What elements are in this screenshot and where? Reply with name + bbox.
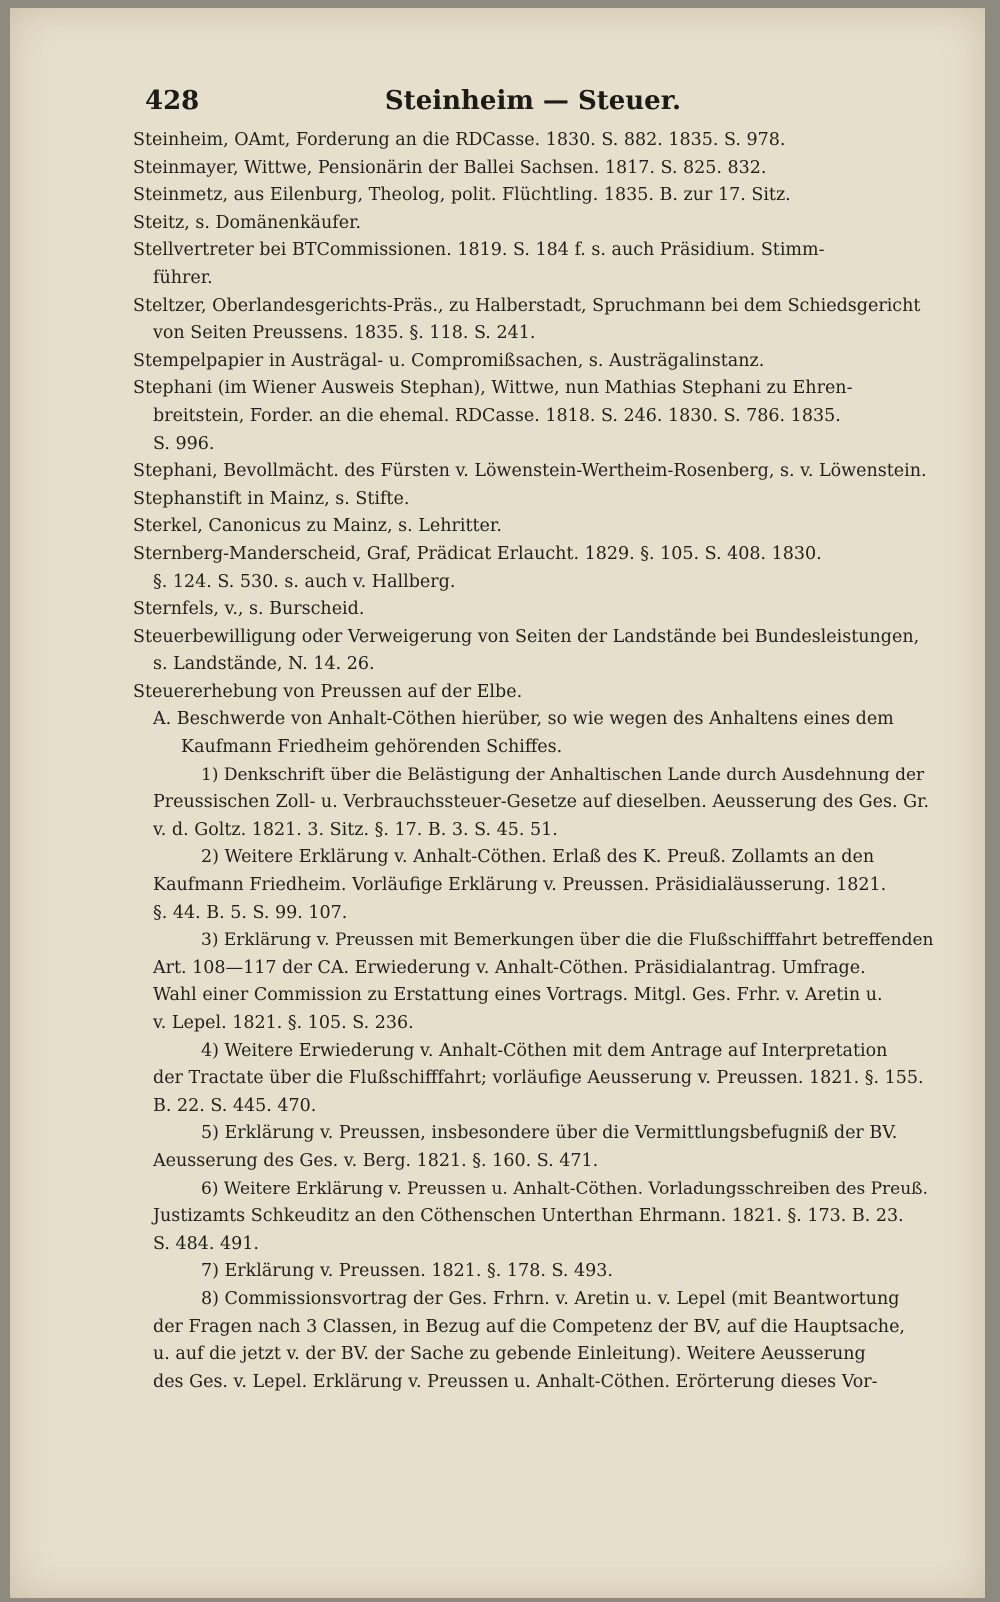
text-line: Justizamts Schkeuditz an den Cöthenschen Unterthan Ehrmann. 1821. §. 173. B. 23. xyxy=(153,1206,904,1227)
text-line: Steinmayer, Wittwe, Pensionärin der Ballei Sachsen. 1817. S. 825. 832. xyxy=(133,157,767,178)
text-line: A. Beschwerde von Anhalt-Cöthen hierüber, so wie wegen des Anhaltens eines dem xyxy=(153,709,894,730)
text-line: Steuerbewilligung oder Verweigerung von Seiten der Landstände bei Bundesleistungen, xyxy=(133,626,920,647)
text-line: s. Landstände, N. 14. 26. xyxy=(153,654,375,675)
text-line: B. 22. S. 445. 470. xyxy=(153,1095,317,1116)
text-line: S. 996. xyxy=(153,433,215,454)
text-line: Steuererhebung von Preussen auf der Elbe. xyxy=(133,681,523,702)
text-line: 4) Weitere Erwiederung v. Anhalt-Cöthen mit dem Antrage auf Interpretation xyxy=(201,1040,888,1061)
text-line: u. auf die jetzt v. der BV. der Sache zu gebende Einleitung). Weitere Aeusserung xyxy=(153,1344,866,1365)
page-header xyxy=(133,82,933,122)
text-line: Stephanstift in Mainz, s. Stifte. xyxy=(133,488,410,509)
text-line: breitstein, Forder. an die ehemal. RDCasse. 1818. S. 246. 1830. S. 786. 1835. xyxy=(153,405,841,426)
text-line: 7) Erklärung v. Preussen. 1821. §. 178. S. 493. xyxy=(201,1261,613,1282)
text-line: Aeusserung des Ges. v. Berg. 1821. §. 160. S. 471. xyxy=(153,1150,599,1171)
text-line: v. Lepel. 1821. §. 105. S. 236. xyxy=(153,1013,414,1033)
text-line: Kaufmann Friedheim. Vorläufige Erklärung v. Preussen. Präsidialäusserung. 1821. xyxy=(153,875,887,896)
index-text xyxy=(133,127,933,1396)
text-line: Stephani (im Wiener Ausweis Stephan), Wittwe, nun Mathias Stephani zu Ehren- xyxy=(133,378,853,399)
text-line: Steinheim, OAmt, Forderung an die RDCasse. 1830. S. 882. 1835. S. 978. xyxy=(133,130,786,150)
text-line: v. d. Goltz. 1821. 3. Sitz. §. 17. B. 3. S. 45. 51. xyxy=(153,819,558,840)
text-line: Stellvertreter bei BTCommissionen. 1819. S. 184 f. s. auch Präsidium. Stimm- xyxy=(133,240,825,261)
text-line: 2) Weitere Erklärung v. Anhalt-Cöthen. Erlaß des K. Preuß. Zollamts an den xyxy=(201,847,875,868)
text-line: Sterkel, Canonicus zu Mainz, s. Lehritter. xyxy=(133,516,502,537)
text-line: Steinmetz, aus Eilenburg, Theolog, polit. Flüchtling. 1835. B. zur 17. Sitz. xyxy=(133,185,791,206)
text-line: Kaufmann Friedheim gehörenden Schiffes. xyxy=(181,737,563,758)
text-line: §. 44. B. 5. S. 99. 107. xyxy=(153,902,348,923)
text-line: führer. xyxy=(153,267,213,288)
text-line: Sternfels, v., s. Burscheid. xyxy=(133,599,365,620)
text-line: Stephani, Bevollmächt. des Fürsten v. Löwenstein-Wertheim-Rosenberg, s. v. Löwenstein. xyxy=(133,461,927,482)
text-line: Wahl einer Commission zu Erstattung eines Vortrags. Mitgl. Ges. Frhr. v. Aretin u. xyxy=(153,985,883,1006)
text-line: 6) Weitere Erklärung v. Preussen u. Anhalt-Cöthen. Vorladungsschreiben des Preuß. xyxy=(201,1178,928,1199)
text-line: S. 484. 491. xyxy=(153,1233,259,1254)
text-line: Sternberg-Manderscheid, Graf, Prädicat Erlaucht. 1829. §. 105. S. 408. 1830. xyxy=(133,543,822,564)
text-line: Preussischen Zoll- u. Verbrauchssteuer-Gesetze auf dieselben. Aeusserung des Ges. Gr. xyxy=(153,792,930,813)
text-line: 8) Commissionsvortrag der Ges. Frhrn. v. Aretin u. v. Lepel (mit Beantwortung xyxy=(201,1288,900,1309)
text-line: 5) Erklärung v. Preussen, insbesondere über die Vermittlungsbefugniß der BV. xyxy=(201,1123,898,1144)
text-line: §. 124. S. 530. s. auch v. Hallberg. xyxy=(153,571,456,592)
text-line: Steitz, s. Domänenkäufer. xyxy=(133,212,362,233)
text-line: Steltzer, Oberlandesgerichts-Präs., zu Halberstadt, Spruchmann bei dem Schiedsgericht xyxy=(133,295,921,316)
text-line: der Fragen nach 3 Classen, in Bezug auf die Competenz der BV, auf die Hauptsache, xyxy=(153,1316,905,1337)
text-line: 3) Erklärung v. Preussen mit Bemerkungen über die die Flußschifffahrt betreffenden xyxy=(201,930,934,951)
text-line: Stempelpapier in Austrägal- u. Compromißsachen, s. Austrägalinstanz. xyxy=(133,350,765,371)
text-line: der Tractate über die Flußschifffahrt; vorläufige Aeusserung v. Preussen. 1821. §. 155. xyxy=(153,1068,924,1089)
text-line: 1) Denkschrift über die Belästigung der Anhaltischen Lande durch Ausdehnung der xyxy=(201,764,925,785)
text-line: des Ges. v. Lepel. Erklärung v. Preussen u. Anhalt-Cöthen. Erörterung dieses Vor- xyxy=(153,1371,878,1392)
text-line: Art. 108—117 der CA. Erwiederung v. Anhalt-Cöthen. Präsidialantrag. Umfrage. xyxy=(153,957,866,978)
page-number: 428 xyxy=(145,86,200,116)
running-head: Steinheim — Steuer. xyxy=(384,86,682,116)
text-line: von Seiten Preussens. 1835. §. 118. S. 241. xyxy=(153,323,536,344)
